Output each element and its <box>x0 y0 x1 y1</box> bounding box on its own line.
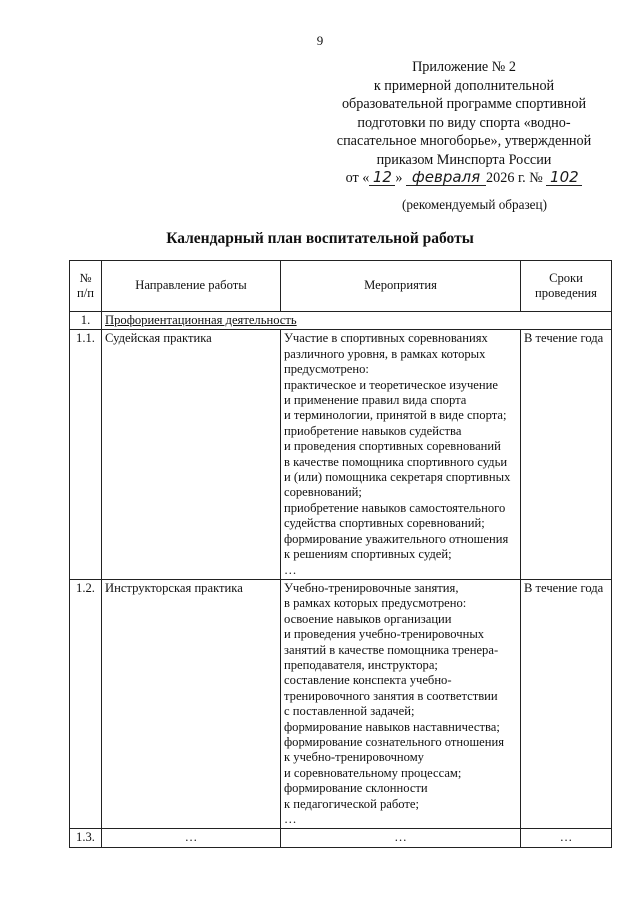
row-num: 1.1. <box>70 330 102 580</box>
event-line: составление конспекта учебно- <box>284 673 452 688</box>
handwritten-day: 12 <box>369 169 395 186</box>
row-direction: Судейская практика <box>102 330 281 580</box>
event-line: формирование уважительного отношения <box>284 531 509 546</box>
event-line: Участие в спортивных соревнованиях <box>284 331 488 346</box>
event-line: и терминологии, принятой в виде спорта; <box>284 408 507 423</box>
event-line: предусмотрено: <box>284 362 369 377</box>
plan-title: Календарный план воспитательной работы <box>166 230 474 247</box>
page-number: 9 <box>316 33 324 48</box>
appendix-line: к примерной дополнительной <box>373 77 555 94</box>
row-num: 1.3. <box>70 829 102 847</box>
event-line: приобретение навыков самостоятельного <box>284 500 506 515</box>
section-row <box>70 312 612 330</box>
event-line: различного уровня, в рамках которых <box>284 346 486 361</box>
date-year: 2026 г. № <box>486 170 547 186</box>
date-prefix: от « <box>345 170 370 186</box>
event-line: судейства спортивных соревнований; <box>284 516 485 531</box>
appendix-line: образовательной программе спортивной <box>341 96 587 112</box>
event-line: … <box>284 812 297 826</box>
event-line: к учебно-тренировочному <box>284 750 424 765</box>
event-line: преподавателя, инструктора; <box>284 657 438 672</box>
event-line: в качестве помощника спортивного судьи <box>284 454 508 469</box>
event-line: к педагогической работе; <box>284 796 419 811</box>
event-line: с поставленной задачей; <box>284 704 415 719</box>
table-row <box>70 330 612 580</box>
appendix-line: приказом Минспорта России <box>376 151 552 168</box>
event-line: занятий в качестве помощника тренера- <box>284 642 499 657</box>
event-line: формирование склонности <box>284 781 428 796</box>
event-line: освоение навыков организации <box>284 611 452 626</box>
table-header-row <box>70 261 612 312</box>
header-num: № п/п <box>70 261 102 312</box>
handwritten-month: февраля <box>406 169 486 186</box>
event-line: тренировочного занятия в соответствии <box>284 688 498 703</box>
sample-note: (рекомендуемый образец) <box>402 197 547 212</box>
event-line: и проведения спортивных соревнований <box>284 439 501 454</box>
event-line: в рамках которых предусмотрено: <box>284 596 467 611</box>
header-direction: Направление работы <box>102 261 281 312</box>
handwritten-order-number: 102 <box>546 169 582 186</box>
appendix-line: подготовки по виду спорта «водно- <box>357 114 571 131</box>
date-mid: » <box>395 170 407 186</box>
event-line: и соревновательному процессам; <box>284 765 462 780</box>
row-direction: … <box>102 829 281 847</box>
appendix-line: спасательное многоборье», утвержденной <box>336 133 592 149</box>
row-terms: В течение года <box>521 330 612 580</box>
appendix-header <box>314 58 614 188</box>
event-line: и проведения учебно-тренировочных <box>284 627 485 642</box>
event-line: и (или) помощника секретаря спортивных <box>284 470 511 485</box>
row-events: … <box>281 829 521 847</box>
row-terms: … <box>521 829 612 847</box>
calendar-plan-table <box>69 260 612 848</box>
event-line: к решениям спортивных судей; <box>284 547 452 562</box>
row-events <box>281 330 521 580</box>
event-line: приобретение навыков судейства <box>284 423 462 438</box>
appendix-line: Приложение № 2 <box>412 59 516 75</box>
section-num: 1. <box>70 312 102 330</box>
order-date-line <box>314 169 614 188</box>
event-line: формирование навыков наставничества; <box>284 719 500 734</box>
event-line: Учебно-тренировочные занятия, <box>284 580 459 595</box>
row-events <box>281 579 521 829</box>
table-row <box>70 579 612 829</box>
event-line: … <box>284 562 297 577</box>
row-direction: Инструкторская практика <box>102 579 281 829</box>
row-terms: В течение года <box>521 579 612 829</box>
row-num: 1.2. <box>70 579 102 829</box>
event-line: и применение правил вида спорта <box>284 393 467 408</box>
event-line: формирование сознательного отношения <box>284 734 505 749</box>
section-title: Профориентационная деятельность <box>102 312 612 330</box>
table-row <box>70 829 612 847</box>
header-terms: Сроки проведения <box>521 261 612 312</box>
event-line: практическое и теоретическое изучение <box>284 377 498 392</box>
header-events: Мероприятия <box>281 261 521 312</box>
event-line: соревнований; <box>284 485 362 500</box>
